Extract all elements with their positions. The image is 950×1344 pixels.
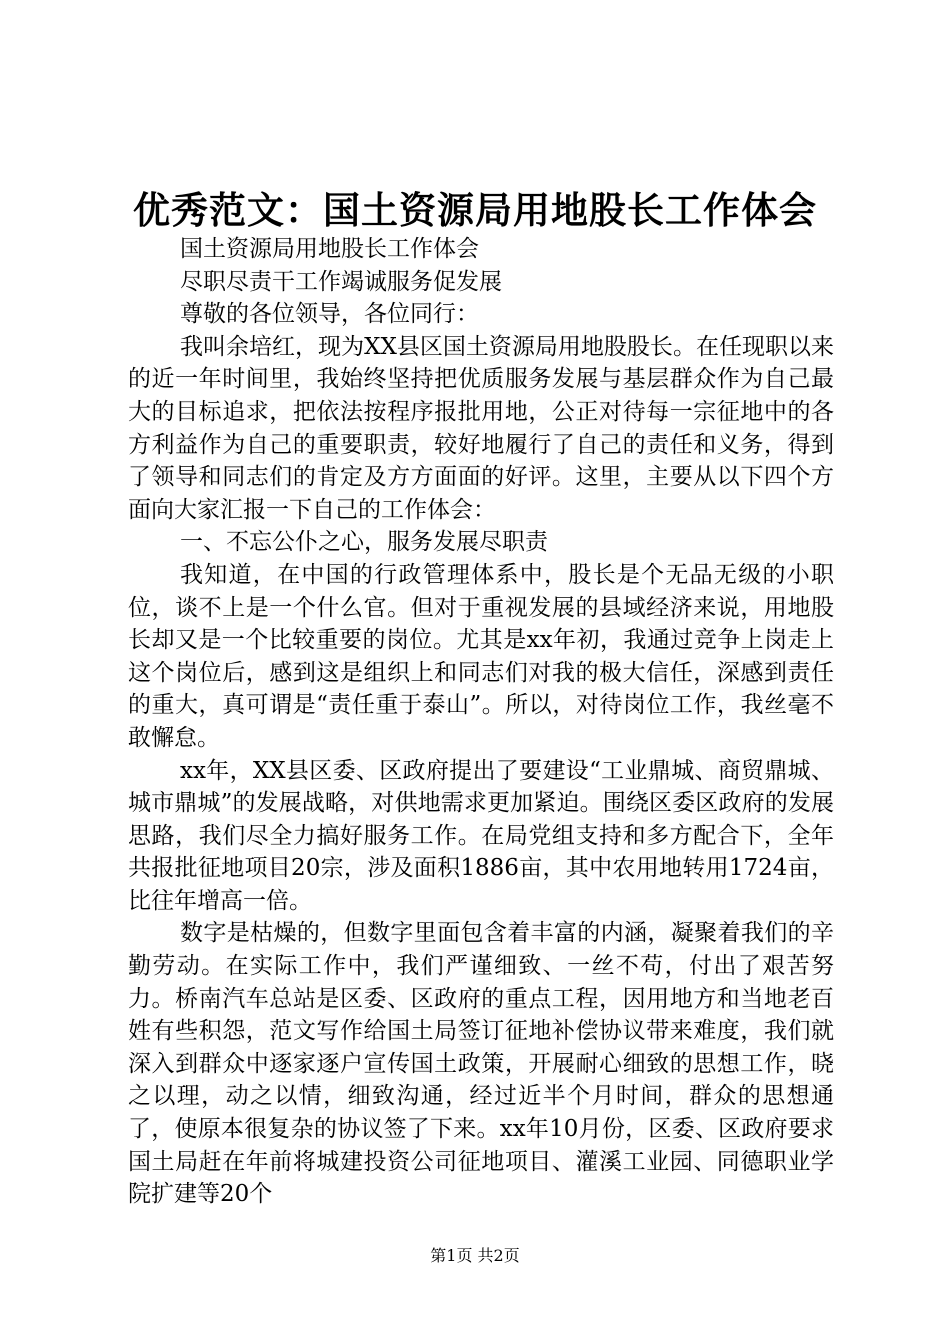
paragraph-introduction: 我叫余培红，现为XX县区国土资源局用地股股长。在任现职以来的近一年时间里，我始终坚持把优质服务发展与基层群众作为自己最大的目标追求，把依法按程序报批用地，公正对待每一宗征地中的各方利益作为自己的重要职责，较好地履行了自己的责任和义务，得到了领导和同志们的肯定及方方面面的好评。这里，主要从以下四个方面向大家汇报一下自己的工作体会： <box>128 333 834 523</box>
paragraph-work-details: 数字是枯燥的，但数字里面包含着丰富的内涵，凝聚着我们的辛勤劳动。在实际工作中，我们严谨细致、一丝不苟，付出了艰苦努力。桥南汽车总站是区委、区政府的重点工程，因用地方和当地老百姓有些积怨，范文写作给国土局签订征地补偿协议带来难度，我们就深入到群众中逐家逐户宣传国土政策，开展耐心细致的思想工作，晓之以理，动之以情，细致沟通，经过近半个月时间，群众的思想通了，使原本很复杂的协议签了下来。xx年10月份，区委、区政府要求国土局赶在年前将城建投资公司征地项目、灌溪工业园、同德职业学院扩建等20个 <box>128 920 834 1208</box>
document-title: 优秀范文：国土资源局用地股长工作体会 <box>133 188 817 232</box>
paragraph-subtitle: 国土资源局用地股长工作体会 <box>180 236 479 262</box>
paragraph-theme: 尽职尽责干工作竭诚服务促发展 <box>180 268 502 295</box>
paragraph-achievements: xx年，XX县区委、区政府提出了要建设“工业鼎城、商贸鼎城、城市鼎城”的发展战略，对供地需求更加紧迫。围绕区委区政府的发展思路，我们尽全力搞好服务工作。在局党组支持和多方配合下，全年共报批征地项目20宗，涉及面积1886亩，其中农用地转用1724亩，比往年增高一倍。 <box>128 757 834 914</box>
paragraph-salutation: 尊敬的各位领导，各位同行： <box>180 301 479 328</box>
paragraph-position: 我知道，在中国的行政管理体系中，股长是个无品无级的小职位，谈不上是一个什么官。但对于重视发展的县域经济来说，用地股长却又是一个比较重要的岗位。尤其是xx年初，我通过竞争上岗走上这个岗位后，感到这是组织上和同志们对我的极大信任，深感到责任的重大，真可谓是“责任重于泰山”。所以，对待岗位工作，我丝毫不敢懈怠。 <box>128 561 834 751</box>
page-number-footer: 第1页 共2页 <box>430 1246 520 1265</box>
section-heading-1: 一、不忘公仆之心，服务发展尽职责 <box>180 529 548 556</box>
document-body <box>128 233 834 1211</box>
